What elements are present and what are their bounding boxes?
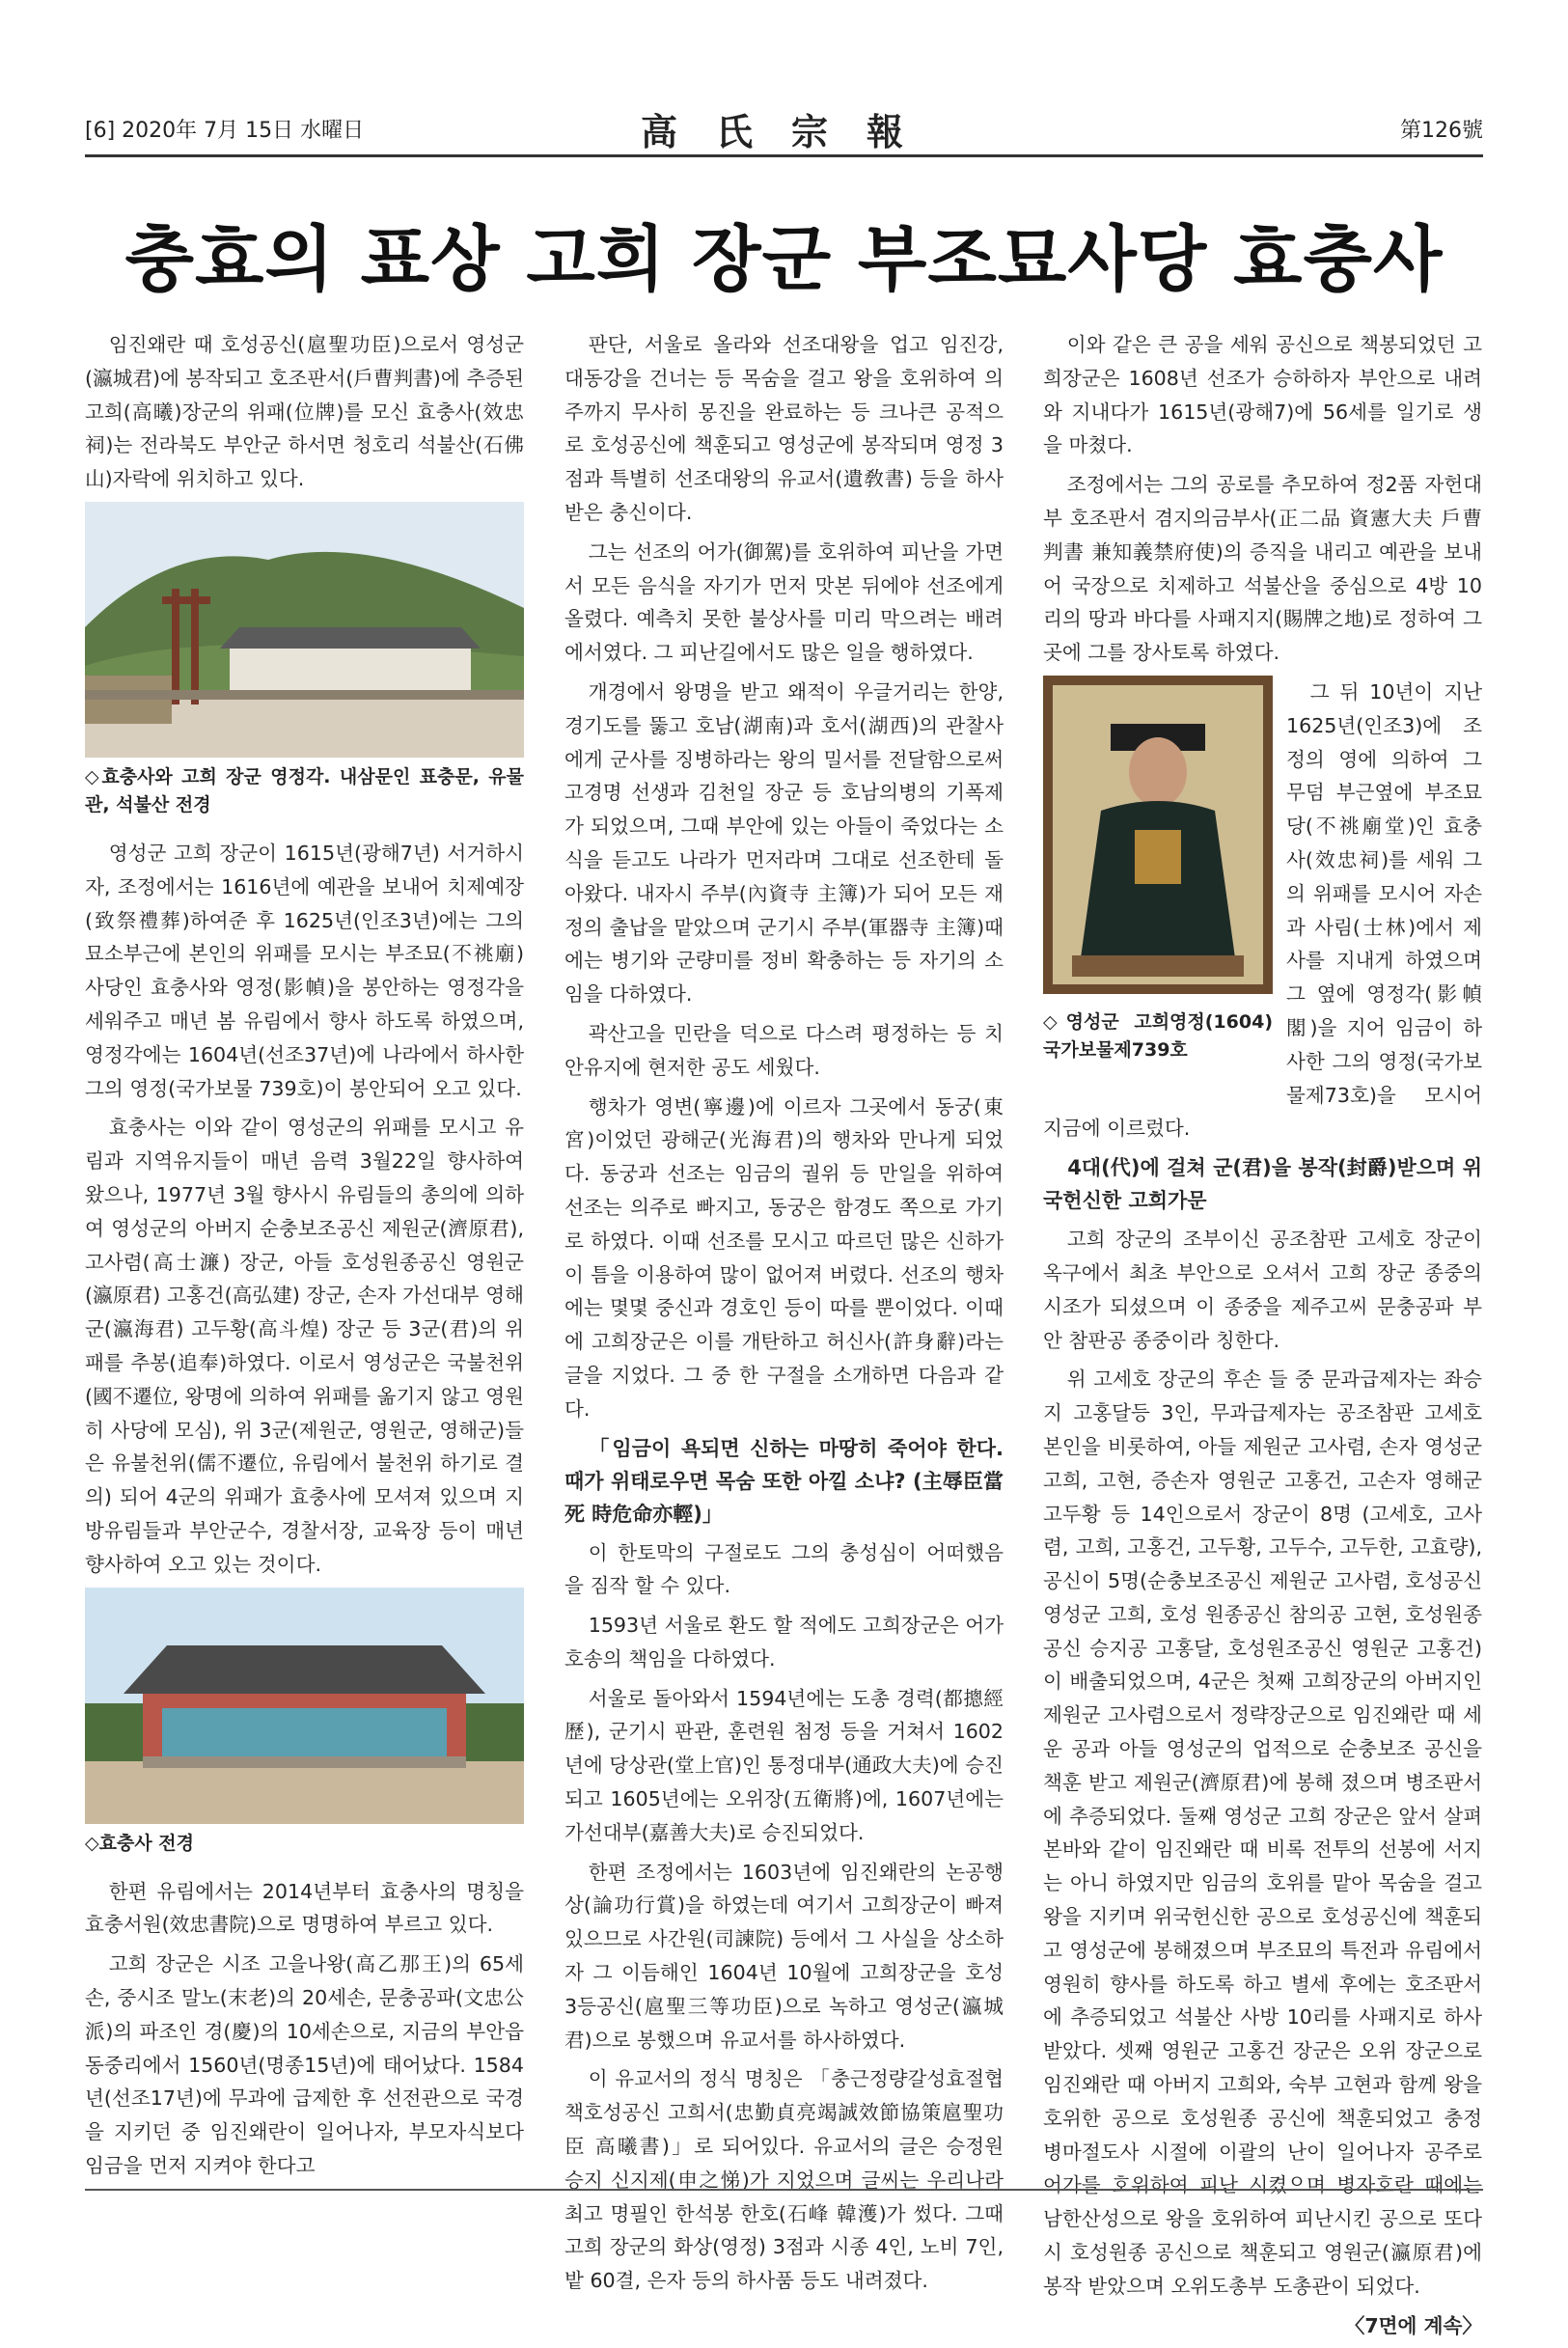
paragraph: 개경에서 왕명을 받고 왜적이 우글거리는 한양, 경기도를 뚫고 호남(湖南)과 호서(湖西)의 관찰사에게 군사를 징병하라는 왕의 밀서를 전달함으로써 고경명 선생과 김천일 장군 등 호남의병의 기폭제가 되었으며, 그때 부안에 있는 아들이 죽었다는 소식을 듣고도 나라가 먼저라며 그대로 선조한테 돌아왔다. 내자시 주부(內資寺 主簿)가 되어 모든 재정의 출납을 맡았으며 군기시 주부(軍器寺 主簿)때에는 병기와 군량미를 정비 확충하는 등 자기의 소임을 다하였다. — [564, 679, 1004, 1007]
paragraph: 위 고세호 장군의 후손 들 중 문과급제자는 좌승지 고홍달등 3인, 무과급제자는 공조참판 고세호 본인을 비롯하여, 아들 제원군 고사렴, 손자 영성군 고희, 고현, 증손자 영원군 고홍건, 고손자 영해군 고두황 등 14인으로서 장군이 8명 (고세호, 고사렴, 고희, 고홍건, 고두황, 고두수, 고두한, 고효량), 공신이 5명(순충보조공신 제원군 고사렴, 호성공신 영성군 고희, 호성 원종공신 참의공 고현, 호성원종공신 승지공 고홍달, 호성원조공신 영원군 고홍건)이 배출되었으며, 4군은 첫째 고희장군의 아버지인 제원군 고사렴으로서 정략장군으로 임진왜란 때 세운 공과 아들 영성군의 업적으로 순충보조 공신을 책훈 받고 제원군(濟原君)에 봉해 졌으며 병조판서에 추증되었다. 둘째 영성군 고희 장군은 앞서 살펴 본바와 같이 임진왜란 때 비록 전투의 선봉에 서지는 아니 하였지만 임금의 호위를 맡아 목숨을 걸고 왕을 지키며 위국헌신한 공으로 호성공신에 책훈되고 영성군에 봉해졌으며 부조묘의 특전과 유림에서 영원히 향사를 하도록 하고 별세 후에는 호조판서에 추증되었고 석불산 사방 10리를 사패지로 하사받았다. 셋째 영원군 고홍건 장군은 오위 장군으로 임진왜란 때 아버지 고희와, 숙부 고현과 함께 왕을 호위한 공으로 호성원종 공신에 책훈되었고 충정 병마절도사 시절에 이괄의 난이 일어나자 공주로 어가를 호위하여 피난 시켰으며 병자호란 때에는 남한산성으로 왕을 호위하여 피난시킨 공으로 또다시 호성원종 공신으로 책훈되고 영원군(瀛原君)에 봉작 받았으며 오위도총부 도총관이 되었다. — [1043, 1367, 1482, 2298]
paragraph: 1593년 서울로 환도 할 적에도 고희장군은 어가호송의 책임을 다하였다. — [564, 1614, 1004, 1671]
continued-note: 〈7면에 계속〉 — [1344, 2313, 1482, 2337]
header-rule — [85, 154, 1483, 157]
shrine-mountain-photo — [85, 502, 524, 758]
photo-caption: ◇효충사 전경 — [85, 1832, 194, 1854]
article-title: 충효의 표상 고희 장군 부조묘사당 효충사 — [124, 218, 1444, 301]
column-3 — [1043, 328, 1482, 2348]
paragraph: 이와 같은 큰 공을 세워 공신으로 책봉되었던 고희장군은 1608년 선조가 승하하자 부안으로 내려와 지내다가 1615년(광해7)에 56세를 일기로 생을 마쳤다. — [1043, 333, 1482, 457]
photo-caption: ◇효충사와 고희 장군 영정각. 내삼문인 표충문, 유물관, 석불산 전경 — [85, 765, 524, 815]
paragraph: 이 유교서의 정식 명칭은 「충근정량갈성효절협책호성공신 고희서(忠勤貞亮竭誠效節協策扈聖功臣 高曦書)」로 되어있다. 유교서의 글은 승정원 승지 신지제(申之悌)가 지었으며 글씨는 우리나라 최고 명필인 한석봉 한호(石峰 韓濩)가 썼다. 그때 고희 장군의 화상(영정) 3점과 시종 4인, 노비 7인, 밭 60결, 은자 등의 하사품 등도 내려졌다. — [564, 2067, 1004, 2293]
column-1 — [85, 328, 524, 2189]
paragraph: 고희 장군의 조부이신 공조참판 고세호 장군이 옥구에서 최초 부안으로 오셔서 고희 장군 종중의 시조가 되셨으며 이 종중을 제주고씨 문충공파 부안 참판공 종중이라 칭한다. — [1043, 1228, 1482, 1352]
paragraph: 그는 선조의 어가(御駕)를 호위하여 피난을 가면서 모든 음식을 자기가 먼저 맛본 뒤에야 선조에게 올렸다. 예측치 못한 불상사를 미리 막으려는 배려에서였다. 그 피난길에서도 많은 일을 행하였다. — [564, 539, 1004, 665]
portrait-caption: ◇영성군 고희영정(1604) 국가보물제739호 — [1043, 1010, 1273, 1061]
issue-number: 第126號 — [1400, 119, 1483, 143]
footer-rule — [85, 2189, 1483, 2191]
paragraph: 조정에서는 그의 공로를 추모하여 정2품 자헌대부 호조판서 겸지의금부사(正二品 資憲大夫 戶曹判書 兼知義禁府使)의 증직을 내리고 예관을 보내어 국장으로 치제하고 석불산을 중심으로 4방 10리의 땅과 바다를 사패지지(賜牌之地)로 정하여 그곳에 그를 장사토록 하였다. — [1043, 473, 1482, 665]
paragraph: 한편 유림에서는 2014년부터 효충사의 명칭을 효충서원(效忠書院)으로 명명하여 부르고 있다. — [85, 1879, 524, 1937]
column-2 — [564, 328, 1004, 2304]
header-date: [6] 2020年 7月 15日 水曜日 — [85, 119, 365, 143]
masthead: 高氏宗報 — [640, 110, 942, 153]
shrine-building-photo — [85, 1588, 524, 1824]
paragraph: 한편 조정에서는 1603년에 임진왜란의 논공행상(論功行賞)을 하였는데 여기서 고희장군이 빠져있으므로 사간원(司諫院) 등에서 그 사실을 상소하자 그 이듬해인 1604년 10월에 고희장군을 호성 3등공신(扈聖三等功臣)으로 녹하고 영성군(瀛城君)으로 봉했으며 유교서를 하사하였다. — [564, 1860, 1004, 2052]
paragraph: 그 뒤 10년이 지난 1625년(인조3)에 조정의 영에 의하여 그 무덤 부근옆에 부조묘당(不祧廟堂)인 효충사(效忠祠)를 세워 그의 위패를 모시어 자손과 사림(士林)에서 제사를 지내게 하였으며 그 옆에 영정각(影幀閣)을 지어 임금이 하사한 그의 영정(국가보물제73호)을 모시어 지금에 이르렀다. — [1043, 679, 1482, 1141]
paragraph: 이 한토막의 구절로도 그의 충성심이 어떠했음을 짐작 할 수 있다. — [564, 1540, 1004, 1598]
paragraph: 영성군 고희 장군이 1615년(광해7년) 서거하시자, 조정에서는 1616년에 예관을 보내어 치제예장(致祭禮葬)하여준 후 1625년(인조3년)에는 그의 묘소부근에 본인의 위패를 모시는 부조묘(不祧廟) 사당인 효충사와 영정(影幀)을 봉안하는 영정각을 세워주고 매년 봄 유림에서 향사 하도록 하였으며, 영정각에는 1604년(선조37년)에 나라에서 하사한 그의 영정(국가보물 739호)이 봉안되어 오고 있다. — [85, 841, 524, 1100]
paragraph: 서울로 돌아와서 1594년에는 도총 경력(都摠經歷), 군기시 판관, 훈련원 첨정 등을 거쳐서 1602년에 당상관(堂上官)인 통정대부(通政大夫)에 승진되고 1605년에는 오위장(五衛將)에, 1607년에는 가선대부(嘉善大夫)로 승진되었다. — [564, 1686, 1004, 1844]
paragraph: 효충사는 이와 같이 영성군의 위패를 모시고 유림과 지역유지들이 매년 음력 3월22일 향사하여 왔으나, 1977년 3월 향사시 유림들의 총의에 의하여 영성군의 아버지 순충보조공신 제원군(濟原君), 고사렴(高士濂) 장군, 아들 호성원종공신 영원군(瀛原君) 고홍건(高弘建) 장군, 손자 가선대부 영해군(瀛海君) 고두황(高斗煌) 장군 등 3군(君)의 위패를 추봉(追奉)하였다. 이로서 영성군은 국불천위(國不遷位, 왕명에 의하여 위패를 옮기지 않고 영원히 사당에 모심), 위 3군(제원군, 영원군, 영해군)들은 유불천위(儒不遷位, 유림에서 불천위 하기로 결의) 되어 4군의 위패가 효충사에 모셔져 있으며 지방유림들과 부안군수, 경찰서장, 교육장 등이 매년 향사하여 오고 있는 것이다. — [85, 1116, 524, 1576]
section-subheading: 4대(代)에 걸쳐 군(君)을 봉작(封爵)받으며 위국헌신한 고희가문 — [1043, 1156, 1482, 1213]
paragraph: 행차가 영변(寧邊)에 이르자 그곳에서 동궁(東宮)이었던 광해군(光海君)의 행차와 만나게 되었다. 동궁과 선조는 임금의 궐위 등 만일을 위하여 선조는 의주로 빠지고, 동궁은 함경도 쪽으로 가기로 하였다. 이때 선조를 모시고 따르던 많은 신하가 이 틈을 이용하여 많이 없어져 버렸다. 선조의 행차에는 몇몇 중신과 경호인 등이 따를 뿐이었다. 이때에 고희장군은 이를 개탄하고 허신사(許身辭)라는 글을 지었다. 그 중 한 구절을 소개하면 다음과 같다. — [564, 1094, 1004, 1421]
paragraph: 판단, 서울로 올라와 선조대왕을 업고 임진강, 대동강을 건너는 등 목숨을 걸고 왕을 호위하여 의주까지 무사히 몽진을 완료하는 등 크나큰 공적으로 호성공신에 책훈되고 영성군에 봉작되며 영정 3점과 특별히 선조대왕의 유교서(遺敎書) 등을 하사 받은 충신이다. — [564, 333, 1004, 524]
paragraph: 곽산고을 민란을 덕으로 다스려 평정하는 등 치안유지에 현저한 공도 세웠다. — [564, 1021, 1004, 1079]
portrait-figure — [1043, 676, 1273, 1082]
poem-quote: 「임금이 욕되면 신하는 마땅히 죽어야 한다. 때가 위태로우면 목숨 또한 아낄 소냐? (主辱臣當死 時危命亦輕)」 — [564, 1436, 1004, 1526]
general-portrait-image — [1043, 676, 1273, 994]
paragraph: 임진왜란 때 호성공신(扈聖功臣)으로서 영성군(瀛城君)에 봉작되고 호조판서(戶曹判書)에 추증된 고희(高曦)장군의 위패(位牌)를 모신 효충사(效忠祠)는 전라북도 부안군 하서면 청호리 석불산(石佛山)자락에 위치하고 있다. — [85, 333, 524, 491]
paragraph: 고희 장군은 시조 고을나왕(高乙那王)의 65세손, 중시조 말노(末老)의 20세손, 문충공파(文忠公派)의 파조인 경(慶)의 10세손으로, 지금의 부안읍 동중리에서 1560년(명종15년)에 태어났다. 1584년(선조17년)에 무과에 급제한 후 선전관으로 국경을 지키던 중 임진왜란이 일어나자, 부모자식보다 임금을 먼저 지켜야 한다고 — [85, 1952, 524, 2177]
